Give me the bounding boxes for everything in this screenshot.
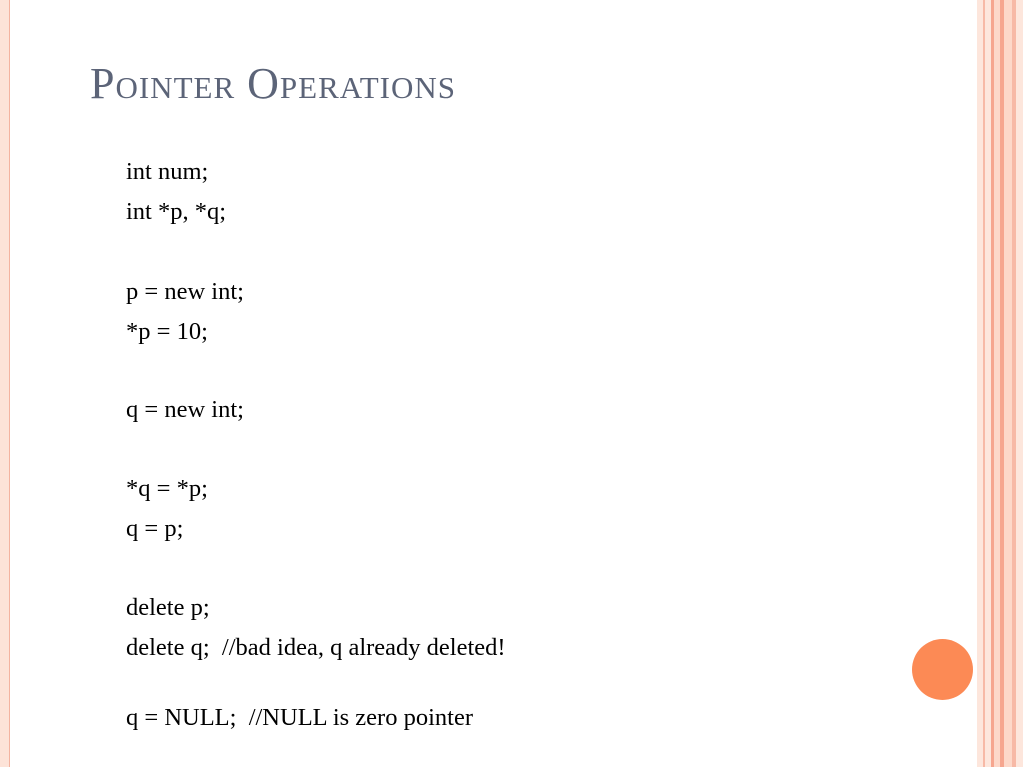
orange-circle-decoration <box>912 639 973 700</box>
code-line: q = NULL; //NULL is zero pointer <box>126 704 473 731</box>
code-line: delete q; //bad idea, q already deleted! <box>126 634 506 661</box>
code-line: delete p; <box>126 594 210 621</box>
code-line: *q = *p; <box>126 475 208 502</box>
code-line: int num; <box>126 158 209 185</box>
left-border <box>0 0 9 767</box>
code-line: *p = 10; <box>126 318 208 345</box>
code-line: q = p; <box>126 515 184 542</box>
code-line: p = new int; <box>126 278 244 305</box>
left-border-line <box>9 0 10 767</box>
slide-title: Pointer Operations <box>90 59 456 108</box>
code-line: q = new int; <box>126 396 244 423</box>
code-line: int *p, *q; <box>126 198 227 225</box>
right-border-stripes <box>977 0 1023 767</box>
